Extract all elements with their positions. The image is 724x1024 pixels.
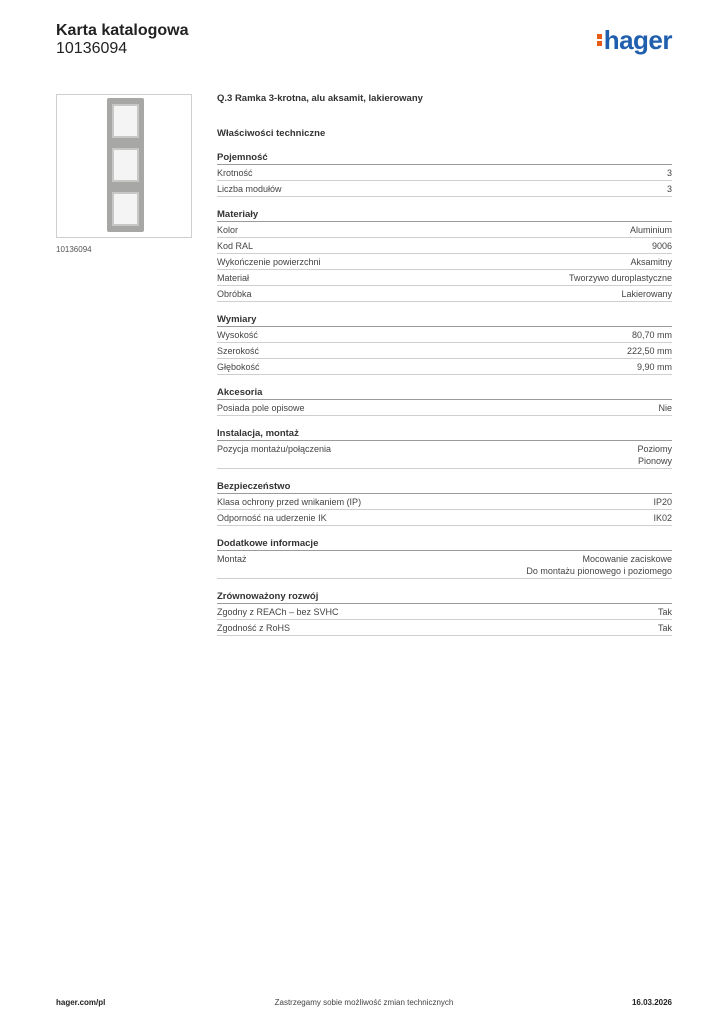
property-label: Wysokość [217, 330, 258, 340]
group-title: Instalacja, montaż [217, 427, 672, 441]
property-label: Głębokość [217, 362, 260, 372]
property-label: Montaż [217, 554, 247, 564]
property-group [217, 537, 672, 579]
property-value [569, 272, 672, 284]
group-title: Wymiary [217, 313, 672, 327]
property-value [630, 256, 672, 268]
property-row [217, 286, 672, 302]
property-row [217, 270, 672, 286]
hager-logo [597, 26, 672, 54]
property-value [658, 606, 672, 618]
property-value [667, 167, 672, 179]
property-value-line: Tak [657, 607, 672, 617]
group-title: Bezpieczeństwo [217, 480, 672, 494]
property-value-line: Mocowanie zaciskowe [582, 554, 672, 564]
property-row [217, 165, 672, 181]
footer-notice: Zastrzegamy sobie możliwość zmian technicznych [274, 998, 454, 1007]
property-value-line: 80,70 mm [631, 330, 672, 340]
property-label: Liczba modułów [217, 184, 282, 194]
group-title: Zrównoważony rozwój [217, 590, 672, 604]
property-label: Krotność [217, 168, 253, 178]
property-label: Kolor [217, 225, 239, 235]
property-row [217, 620, 672, 636]
footer-date: 16.03.2026 [631, 998, 672, 1007]
property-value-line: IP20 [653, 497, 672, 507]
property-row [217, 400, 672, 416]
property-value-line: Nie [658, 403, 672, 413]
property-label: Posiada pole opisowe [217, 403, 305, 413]
property-group [217, 480, 672, 526]
logo-mark-icon [597, 32, 602, 48]
property-row [217, 441, 672, 469]
property-group [217, 590, 672, 636]
property-label: Szerokość [217, 346, 260, 356]
property-value-line: 3 [666, 184, 672, 194]
property-value [653, 512, 672, 524]
property-value [637, 361, 672, 373]
product-thumbnail [56, 94, 192, 238]
property-value-line: Do montażu pionowego i poziomego [526, 566, 672, 576]
property-label: Obróbka [217, 289, 252, 299]
property-value-line: IK02 [653, 513, 672, 523]
property-group [217, 151, 672, 197]
property-value-line: 222,50 mm [626, 346, 672, 356]
property-value [630, 224, 672, 236]
property-value [526, 553, 672, 577]
product-title: Q.3 Ramka 3-krotna, alu aksamit, lakierowany [217, 93, 423, 104]
document-number: 10136094 [56, 40, 128, 57]
property-row [217, 343, 672, 359]
group-title: Akcesoria [217, 386, 672, 400]
property-label: Materiał [217, 273, 250, 283]
property-label: Zgodność z RoHS [217, 623, 291, 633]
property-value-line: 9,90 mm [636, 362, 672, 372]
property-value-line: Aksamitny [630, 257, 672, 267]
property-label: Pozycja montażu/połączenia [217, 444, 332, 454]
property-label: Kod RAL [217, 241, 254, 251]
property-row [217, 238, 672, 254]
property-value-line: Lakierowany [621, 289, 672, 299]
property-value [632, 329, 672, 341]
section-heading: Właściwości techniczne [217, 128, 326, 139]
property-value [621, 288, 672, 300]
property-row [217, 494, 672, 510]
property-label: Wykończenie powierzchni [217, 257, 321, 267]
property-row [217, 604, 672, 620]
property-value-line: Pionowy [637, 456, 672, 466]
property-value [653, 496, 672, 508]
property-row [217, 551, 672, 579]
property-value-line: 3 [666, 168, 672, 178]
property-value [667, 183, 672, 195]
property-value [658, 402, 672, 414]
thumbnail-caption: 10136094 [56, 245, 92, 254]
property-row [217, 254, 672, 270]
property-value [627, 345, 672, 357]
footer-website[interactable]: hager.com/pl [56, 998, 106, 1007]
property-value-line: Aluminium [629, 225, 672, 235]
property-groups [217, 151, 672, 636]
property-value-line: 9006 [651, 241, 672, 251]
property-row [217, 327, 672, 343]
property-row [217, 359, 672, 375]
property-row [217, 222, 672, 238]
group-title: Materiały [217, 208, 672, 222]
logo-text: hager [603, 25, 672, 55]
group-title: Pojemność [217, 151, 672, 165]
property-group [217, 386, 672, 416]
footer [56, 998, 672, 1010]
property-value [652, 240, 672, 252]
property-label: Zgodny z REACh – bez SVHC [217, 607, 339, 617]
frame-image [107, 98, 144, 232]
property-group [217, 208, 672, 302]
property-value [658, 622, 672, 634]
group-title: Dodatkowe informacje [217, 537, 672, 551]
property-value-line: Poziomy [637, 444, 672, 454]
property-group [217, 427, 672, 469]
property-value-line: Tak [657, 623, 672, 633]
property-value [637, 443, 672, 467]
property-row [217, 181, 672, 197]
property-label: Odporność na uderzenie IK [217, 513, 327, 523]
document-title: Karta katalogowa [56, 22, 189, 39]
property-row [217, 510, 672, 526]
property-group [217, 313, 672, 375]
content [217, 92, 672, 636]
property-label: Klasa ochrony przed wnikaniem (IP) [217, 497, 362, 507]
property-value-line: Tworzywo duroplastyczne [568, 273, 672, 283]
